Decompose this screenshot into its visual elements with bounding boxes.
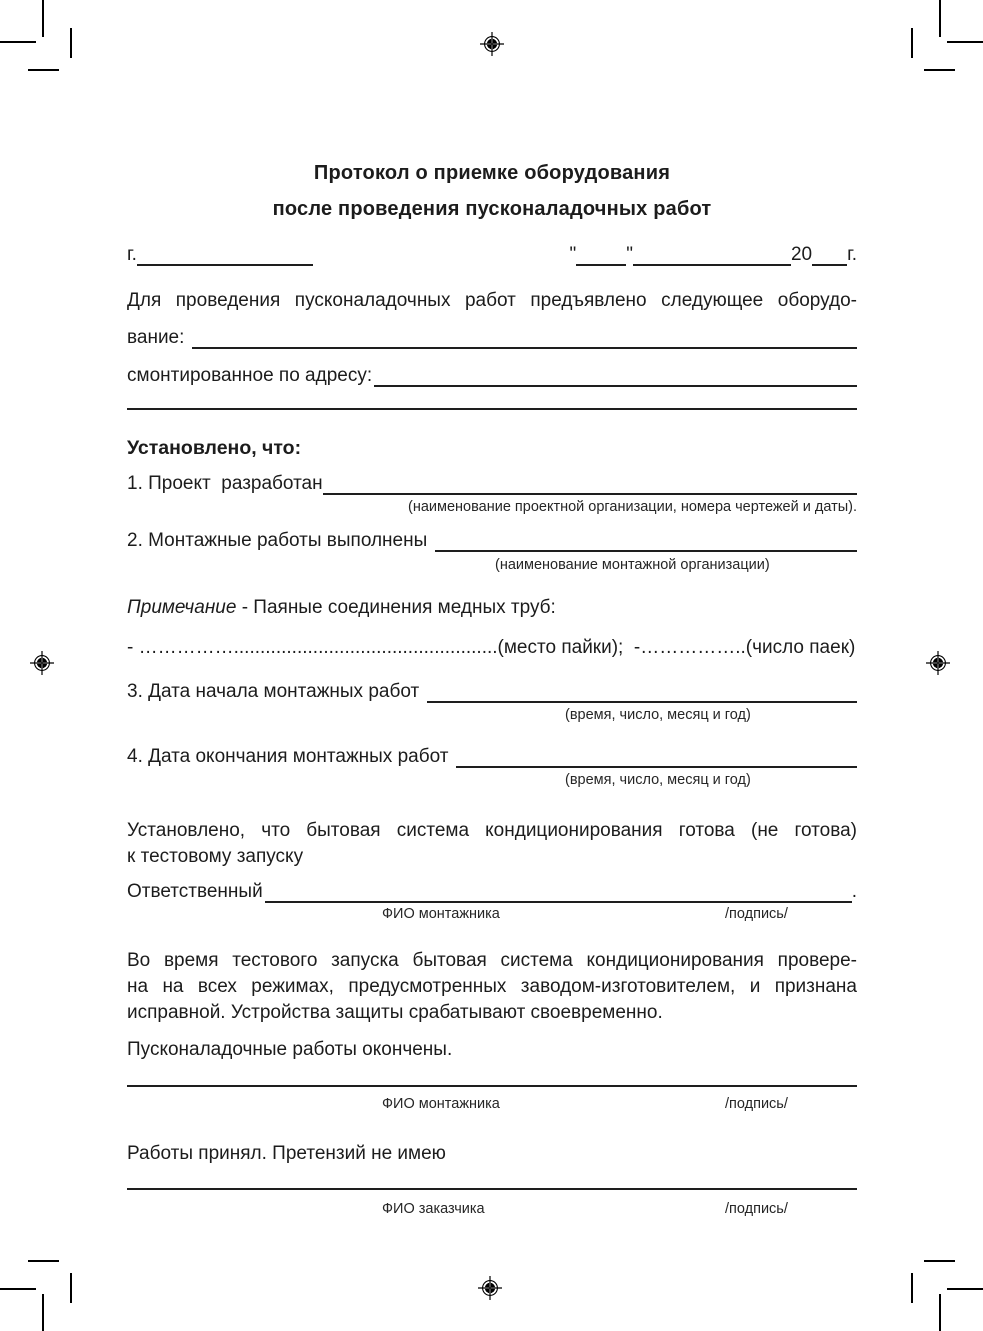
month-blank-line	[633, 242, 791, 266]
testrun-line3: исправной. Устройства защиты срабатывают своевременно.	[127, 1002, 663, 1023]
installer-signature-row	[127, 1063, 857, 1087]
city-date-row	[127, 242, 857, 266]
item1-label: 1. Проект разработан	[127, 473, 323, 494]
note-term: Примечание	[127, 597, 237, 618]
registration-mark-icon	[477, 1275, 503, 1301]
item1-caption: (наименование проектной организации, номера чертежей и даты).	[408, 499, 857, 515]
responsible-period: .	[851, 881, 857, 902]
item3-blank-line	[427, 679, 857, 703]
testrun-line2: на на всех режимах, предусмотренных заводом-изготовителем, и признана	[127, 976, 857, 997]
registration-mark-icon	[925, 650, 951, 676]
address-field-row	[127, 363, 857, 387]
installer-sign-caption: /подпись/	[725, 1096, 788, 1112]
equipment-field-row	[127, 325, 857, 349]
customer-fio-caption: ФИО заказчика	[382, 1201, 485, 1217]
customer-caption-row	[127, 1201, 857, 1219]
crop-mark-top-left-h-inner	[28, 69, 59, 71]
item2-label: 2. Монтажные работы выполнены	[127, 530, 428, 551]
address-label: смонтированное по адресу:	[127, 365, 373, 386]
item2-blank-line	[435, 528, 857, 552]
customer-sign-caption: /подпись/	[725, 1201, 788, 1217]
item1-row	[127, 471, 857, 495]
crop-mark-bottom-right-h-outer	[947, 1288, 983, 1290]
crop-mark-bottom-left-h-outer	[0, 1288, 36, 1290]
city-blank-line	[137, 242, 313, 266]
item4-row	[127, 744, 857, 768]
registration-mark-icon	[479, 31, 505, 57]
crop-mark-top-right-v-inner	[911, 28, 913, 58]
responsible-sign-caption: /подпись/	[725, 906, 788, 922]
testrun-line1: Во время тестового запуска бытовая система кондиционирования провере-	[127, 950, 857, 971]
item1-blank-line	[323, 471, 857, 495]
responsible-blank-line	[265, 879, 852, 903]
responsible-caption-row	[127, 906, 857, 924]
address-blank-line	[374, 363, 857, 387]
item3-caption: (время, число, месяц и год)	[565, 707, 751, 723]
crop-mark-top-left-v-inner	[70, 28, 72, 58]
commissioning-finished-line: Пусконаладочные работы окончены.	[127, 1039, 453, 1060]
installer-fio-caption: ФИО монтажника	[382, 1096, 500, 1112]
responsible-row	[127, 879, 857, 903]
note-dotted-line: - ……………..................................................(место пайки); -……………..(число паек)	[127, 637, 856, 658]
item3-label: 3. Дата начала монтажных работ	[127, 681, 420, 702]
document-title-line1: Протокол о приемке оборудования	[313, 162, 671, 184]
responsible-fio-caption: ФИО монтажника	[382, 906, 500, 922]
item3-row	[127, 679, 857, 703]
day-blank-line	[576, 242, 626, 266]
crop-mark-bottom-left-v-outer	[42, 1294, 44, 1331]
address-continuation-row	[127, 386, 857, 410]
installer-caption-row	[127, 1096, 857, 1114]
date-field	[569, 242, 857, 266]
crop-mark-top-left-h-outer	[0, 41, 36, 43]
note-text: - Паяные соединения медных труб:	[236, 597, 556, 618]
crop-mark-bottom-right-v-inner	[911, 1273, 913, 1303]
crop-mark-top-right-v-outer	[939, 0, 941, 37]
customer-signature-line	[127, 1166, 857, 1190]
established-heading: Установлено, что:	[127, 437, 302, 459]
year-blank-line	[812, 242, 847, 266]
item4-blank-line	[456, 744, 857, 768]
city-field	[127, 242, 313, 266]
note-line	[127, 596, 857, 619]
installer-signature-line	[127, 1063, 857, 1087]
crop-mark-bottom-left-h-inner	[28, 1260, 59, 1262]
acceptance-line: Работы принял. Претензий не имею	[127, 1143, 446, 1164]
day-quote-close: "	[626, 244, 633, 265]
customer-signature-row	[127, 1166, 857, 1190]
item4-caption: (время, число, месяц и год)	[565, 772, 751, 788]
crop-mark-top-left-v-outer	[42, 0, 44, 37]
day-quote-open: "	[569, 244, 577, 265]
equipment-blank-line	[192, 325, 857, 349]
item2-row	[127, 528, 857, 552]
city-label: г.	[127, 244, 137, 265]
intro-line1: Для проведения пусконаладочных работ предъявлено следующее оборудо-	[127, 290, 857, 311]
item4-label: 4. Дата окончания монтажных работ	[127, 746, 449, 767]
crop-mark-bottom-left-v-inner	[70, 1273, 72, 1303]
equipment-label: вание:	[127, 327, 185, 348]
registration-mark-icon	[29, 650, 55, 676]
crop-mark-top-right-h-inner	[924, 69, 955, 71]
crop-mark-bottom-right-h-inner	[924, 1260, 955, 1262]
responsible-label: Ответственный	[127, 881, 263, 902]
readiness-line1: Установлено, что бытовая система кондиционирования готова (не готова)	[127, 820, 857, 841]
crop-mark-bottom-right-v-outer	[939, 1294, 941, 1331]
address-blank-line-2	[127, 386, 857, 410]
readiness-line2: к тестовому запуску	[127, 846, 304, 867]
crop-mark-top-right-h-outer	[947, 41, 983, 43]
item2-caption: (наименование монтажной организации)	[495, 557, 770, 573]
document-title-line2: после проведения пусконаладочных работ	[272, 198, 712, 220]
year-suffix: г.	[847, 244, 857, 265]
year-prefix: 20	[790, 244, 813, 265]
